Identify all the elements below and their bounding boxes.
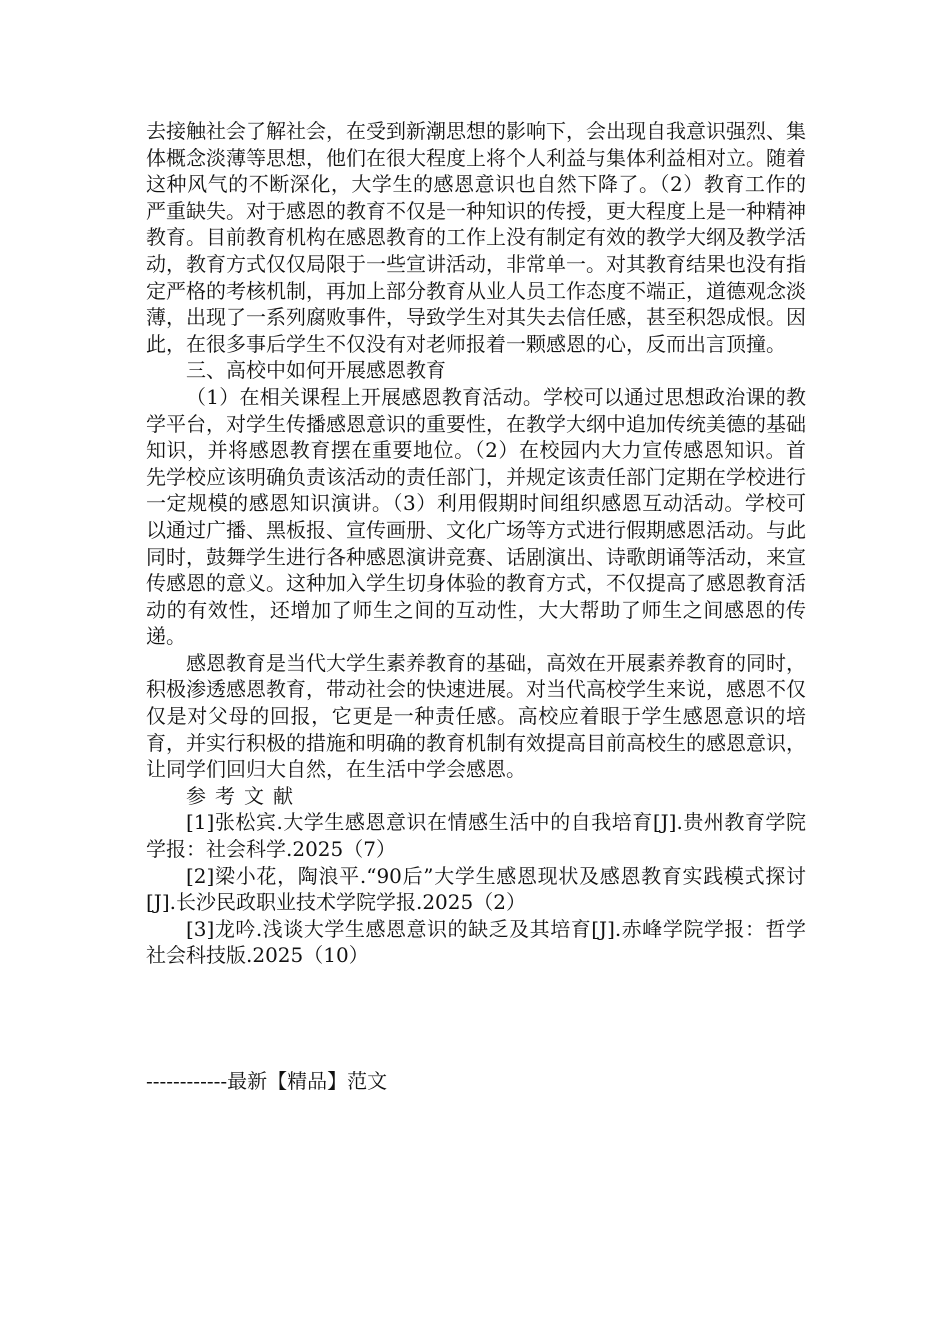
paragraph-body-2: （1）在相关课程上开展感恩教育活动。学校可以通过思想政治课的教学平台，对学生传播感恩意识的重要性，在教学大纲中追加传统美德的基础知识，并将感恩教育摆在重要地位。（2）在校园内大力宣传感恩知识。首先学校应该明确负责该活动的责任部门，并规定该责任部门定期在学校进行一定规模的感恩知识演讲。（3）利用假期时间组织感恩互动活动。学校可以通过广播、黑板报、宣传画册、文化广场等方式进行假期感恩活动。与此同时，鼓舞学生进行各种感恩演讲竞赛、话剧演出、诗歌朗诵等活动，来宣传感恩的意义。这种加入学生切身体验的教育方式，不仅提高了感恩教育活动的有效性，还增加了师生之间的互动性，大大帮助了师生之间感恩的传递。	[146, 384, 806, 649]
paragraph-conclusion: 感恩教育是当代大学生素养教育的基础，高效在开展素养教育的同时，积极渗透感恩教育，带动社会的快速进展。对当代高校学生来说，感恩不仅仅是对父母的回报，它更是一种责任感。高校应着眼于学生感恩意识的培育，并实行积极的措施和明确的教育机制有效提高目前高校生的感恩意识，让同学们回归大自然，在生活中学会感恩。	[146, 650, 806, 782]
section-heading-3: 三、高校中如何开展感恩教育	[186, 358, 446, 383]
page-footer: ------------最新【精品】范文	[146, 1069, 388, 1093]
reference-item-1: [1]张松宾.大学生感恩意识在情感生活中的自我培育[J].贵州教育学院学报：社会科学.2025（7）	[146, 810, 806, 862]
reference-item-2: [2]梁小花，陶浪平.“90后”大学生感恩现状及感恩教育实践模式探讨[J].长沙民政职业技术学院学报.2025（2）	[146, 863, 806, 915]
document-body	[146, 118, 806, 969]
references-title: 参考文献	[186, 783, 302, 808]
reference-item-3: [3]龙吟.浅谈大学生感恩意识的缺乏及其培育[J].赤峰学院学报：哲学社会科技版.2025（10）	[146, 916, 806, 968]
paragraph-body-1: 去接触社会了解社会，在受到新潮思想的影响下，会出现自我意识强烈、集体概念淡薄等思想，他们在很大程度上将个人利益与集体利益相对立。随着这种风气的不断深化，大学生的感恩意识也自然下降了。（2）教育工作的严重缺失。对于感恩的教育不仅是一种知识的传授，更大程度上是一种精神教育。目前教育机构在感恩教育的工作上没有制定有效的教学大纲及教学活动，教育方式仅仅局限于一些宣讲活动，非常单一。对其教育结果也没有指定严格的考核机制，再加上部分教育从业人员工作态度不端正，道德观念淡薄，出现了一系列腐败事件，导致学生对其失去信任感，甚至积怨成恨。因此，在很多事后学生不仅没有对老师报着一颗感恩的心，反而出言顶撞。	[146, 119, 806, 356]
